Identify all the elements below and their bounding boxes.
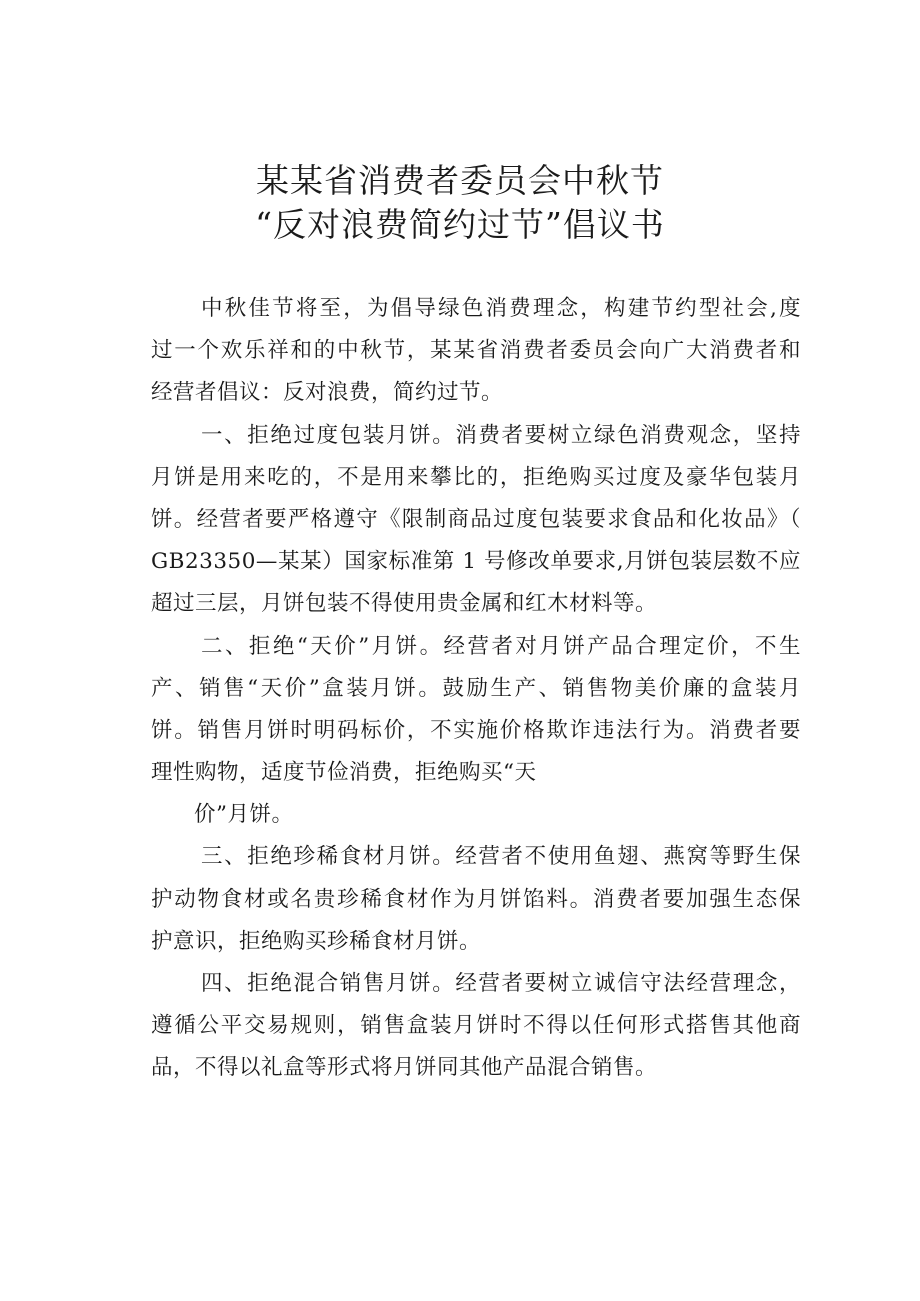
document-body [151, 288, 801, 1090]
paragraph-line: 遵循公平交易规则，销售盒装月饼时不得以任何形式搭售其他商 [151, 1013, 801, 1039]
paragraph-line: 饼。销售月饼时明码标价，不实施价格欺诈违法行为。消费者要 [151, 717, 801, 743]
paragraph-line: 四、拒绝混合销售月饼。经营者要树立诚信守法经营理念， [201, 971, 801, 996]
paragraph-line: 中秋佳节将至，为倡导绿色消费理念，构建节约型社会,度 [201, 296, 801, 321]
paragraph-line: 产、销售“天价”盒装月饼。鼓励生产、销售物美价廉的盒装月 [151, 675, 801, 701]
paragraph-item-1 [151, 415, 801, 626]
paragraph-line: GB23350—某某）国家标准第 1 号修改单要求,月饼包装层数不应 [151, 549, 801, 575]
paragraph-item-3 [151, 836, 801, 963]
document-title-line-2: “反对浪费简约过节”倡议书 [255, 205, 665, 244]
paragraph-line: 护意识，拒绝购买珍稀食材月饼。 [151, 928, 482, 954]
document-title-line-1: 某某省消费者委员会中秋节 [256, 161, 664, 200]
paragraph-line: 护动物食材或名贵珍稀食材作为月饼馅料。消费者要加强生态保 [151, 886, 801, 912]
paragraph-line: 过一个欢乐祥和的中秋节，某某省消费者委员会向广大消费者和 [151, 338, 801, 364]
paragraph-intro [151, 288, 801, 415]
paragraph-line: 价”月饼。 [194, 802, 294, 828]
paragraph-line: 二、拒绝“天价”月饼。经营者对月饼产品合理定价，不生 [201, 633, 801, 659]
paragraph-line: 理性购物，适度节俭消费，拒绝购买“天 [151, 760, 537, 786]
paragraph-line: 月饼是用来吃的，不是用来攀比的，拒绝购买过度及豪华包装月 [151, 464, 801, 490]
paragraph-line: 饼。经营者要严格遵守《限制商品过度包装要求食品和化妆品》（ [151, 506, 801, 532]
paragraph-line: 超过三层，月饼包装不得使用贵金属和红木材料等。 [151, 591, 658, 617]
paragraph-line: 经营者倡议：反对浪费，简约过节。 [151, 380, 504, 406]
paragraph-line: 品，不得以礼盒等形式将月饼同其他产品混合销售。 [151, 1055, 658, 1081]
paragraph-line: 一、拒绝过度包装月饼。消费者要树立绿色消费观念，坚持 [201, 422, 801, 448]
paragraph-item-4 [151, 963, 801, 1090]
paragraph-line: 三、拒绝珍稀食材月饼。经营者不使用鱼翅、燕窝等野生保 [201, 844, 801, 870]
paragraph-item-2 [151, 626, 801, 837]
